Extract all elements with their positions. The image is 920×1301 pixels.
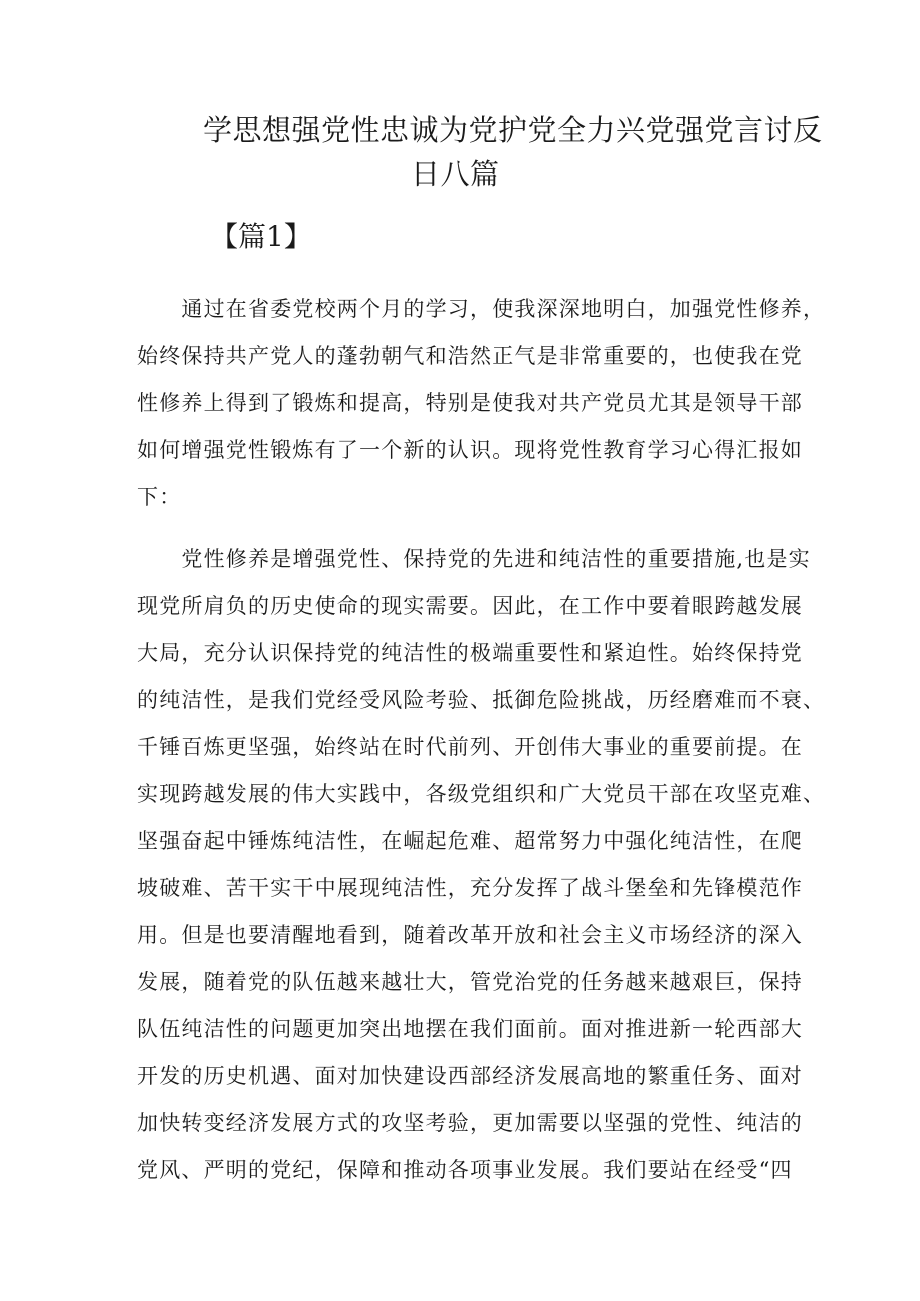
paragraph-2-line: 党风、严明的党纪，保障和推动各项事业发展。我们要站在经受“四 [137,1158,793,1182]
paragraph-1-line: 通过在省委党校两个月的学习，使我深深地明白，加强党性修养， [137,297,826,321]
section-heading: 【篇1】 [210,220,312,253]
paragraph-1-line: 性修养上得到了锻炼和提高，特别是使我对共产党员尤其是领导干部 [137,391,803,415]
paragraph-1-line: 如何增强党性锻炼有了一个新的认识。现将党性教育学习心得汇报如 [137,438,803,462]
paragraph-2-line: 开发的历史机遇、面对加快建设西部经济发展高地的繁重任务、面对 [137,1064,803,1088]
document-title-line-1: 学思想强党性忠诚为党护党全力兴党强党言讨反 [203,113,823,147]
paragraph-1-line: 始终保持共产党人的蓬勃朝气和浩然正气是非常重要的，也使我在党 [137,344,803,368]
paragraph-2-line: 的纯洁性，是我们党经受风险考验、抵御危险挑战，历经磨难而不衰、 [137,688,826,712]
paragraph-2-line: 党性修养是增强党性、保持党的先进和纯洁性的重要措施,也是实 [137,547,811,571]
paragraph-2-line: 队伍纯洁性的问题更加突出地摆在我们面前。面对推进新一轮西部大 [137,1017,803,1041]
paragraph-2-line: 发展，随着党的队伍越来越壮大，管党治党的任务越来越艰巨，保持 [137,970,803,994]
paragraph-1-line: 下： [137,485,182,509]
paragraph-2-line: 大局，充分认识保持党的纯洁性的极端重要性和紧迫性。始终保持党 [137,641,803,665]
paragraph-2-line: 坚强奋起中锤炼纯洁性，在崛起危难、超常努力中强化纯洁性，在爬 [137,829,803,853]
paragraph-2-line: 千锤百炼更坚强，始终站在时代前列、开创伟大事业的重要前提。在 [137,735,803,759]
document-title-line-2: 日八篇 [411,157,500,191]
paragraph-2-line: 实现跨越发展的伟大实践中，各级党组织和广大党员干部在攻坚克难、 [137,782,826,806]
paragraph-2-line: 现党所肩负的历史使命的现实需要。因此，在工作中要着眼跨越发展 [137,594,803,618]
paragraph-2-line: 加快转变经济发展方式的攻坚考验，更加需要以坚强的党性、纯洁的 [137,1111,803,1135]
paragraph-2-line: 坡破难、苦干实干中展现纯洁性，充分发挥了战斗堡垒和先锋模范作 [137,876,803,900]
paragraph-2-line: 用。但是也要清醒地看到，随着改革开放和社会主义市场经济的深入 [137,923,803,947]
